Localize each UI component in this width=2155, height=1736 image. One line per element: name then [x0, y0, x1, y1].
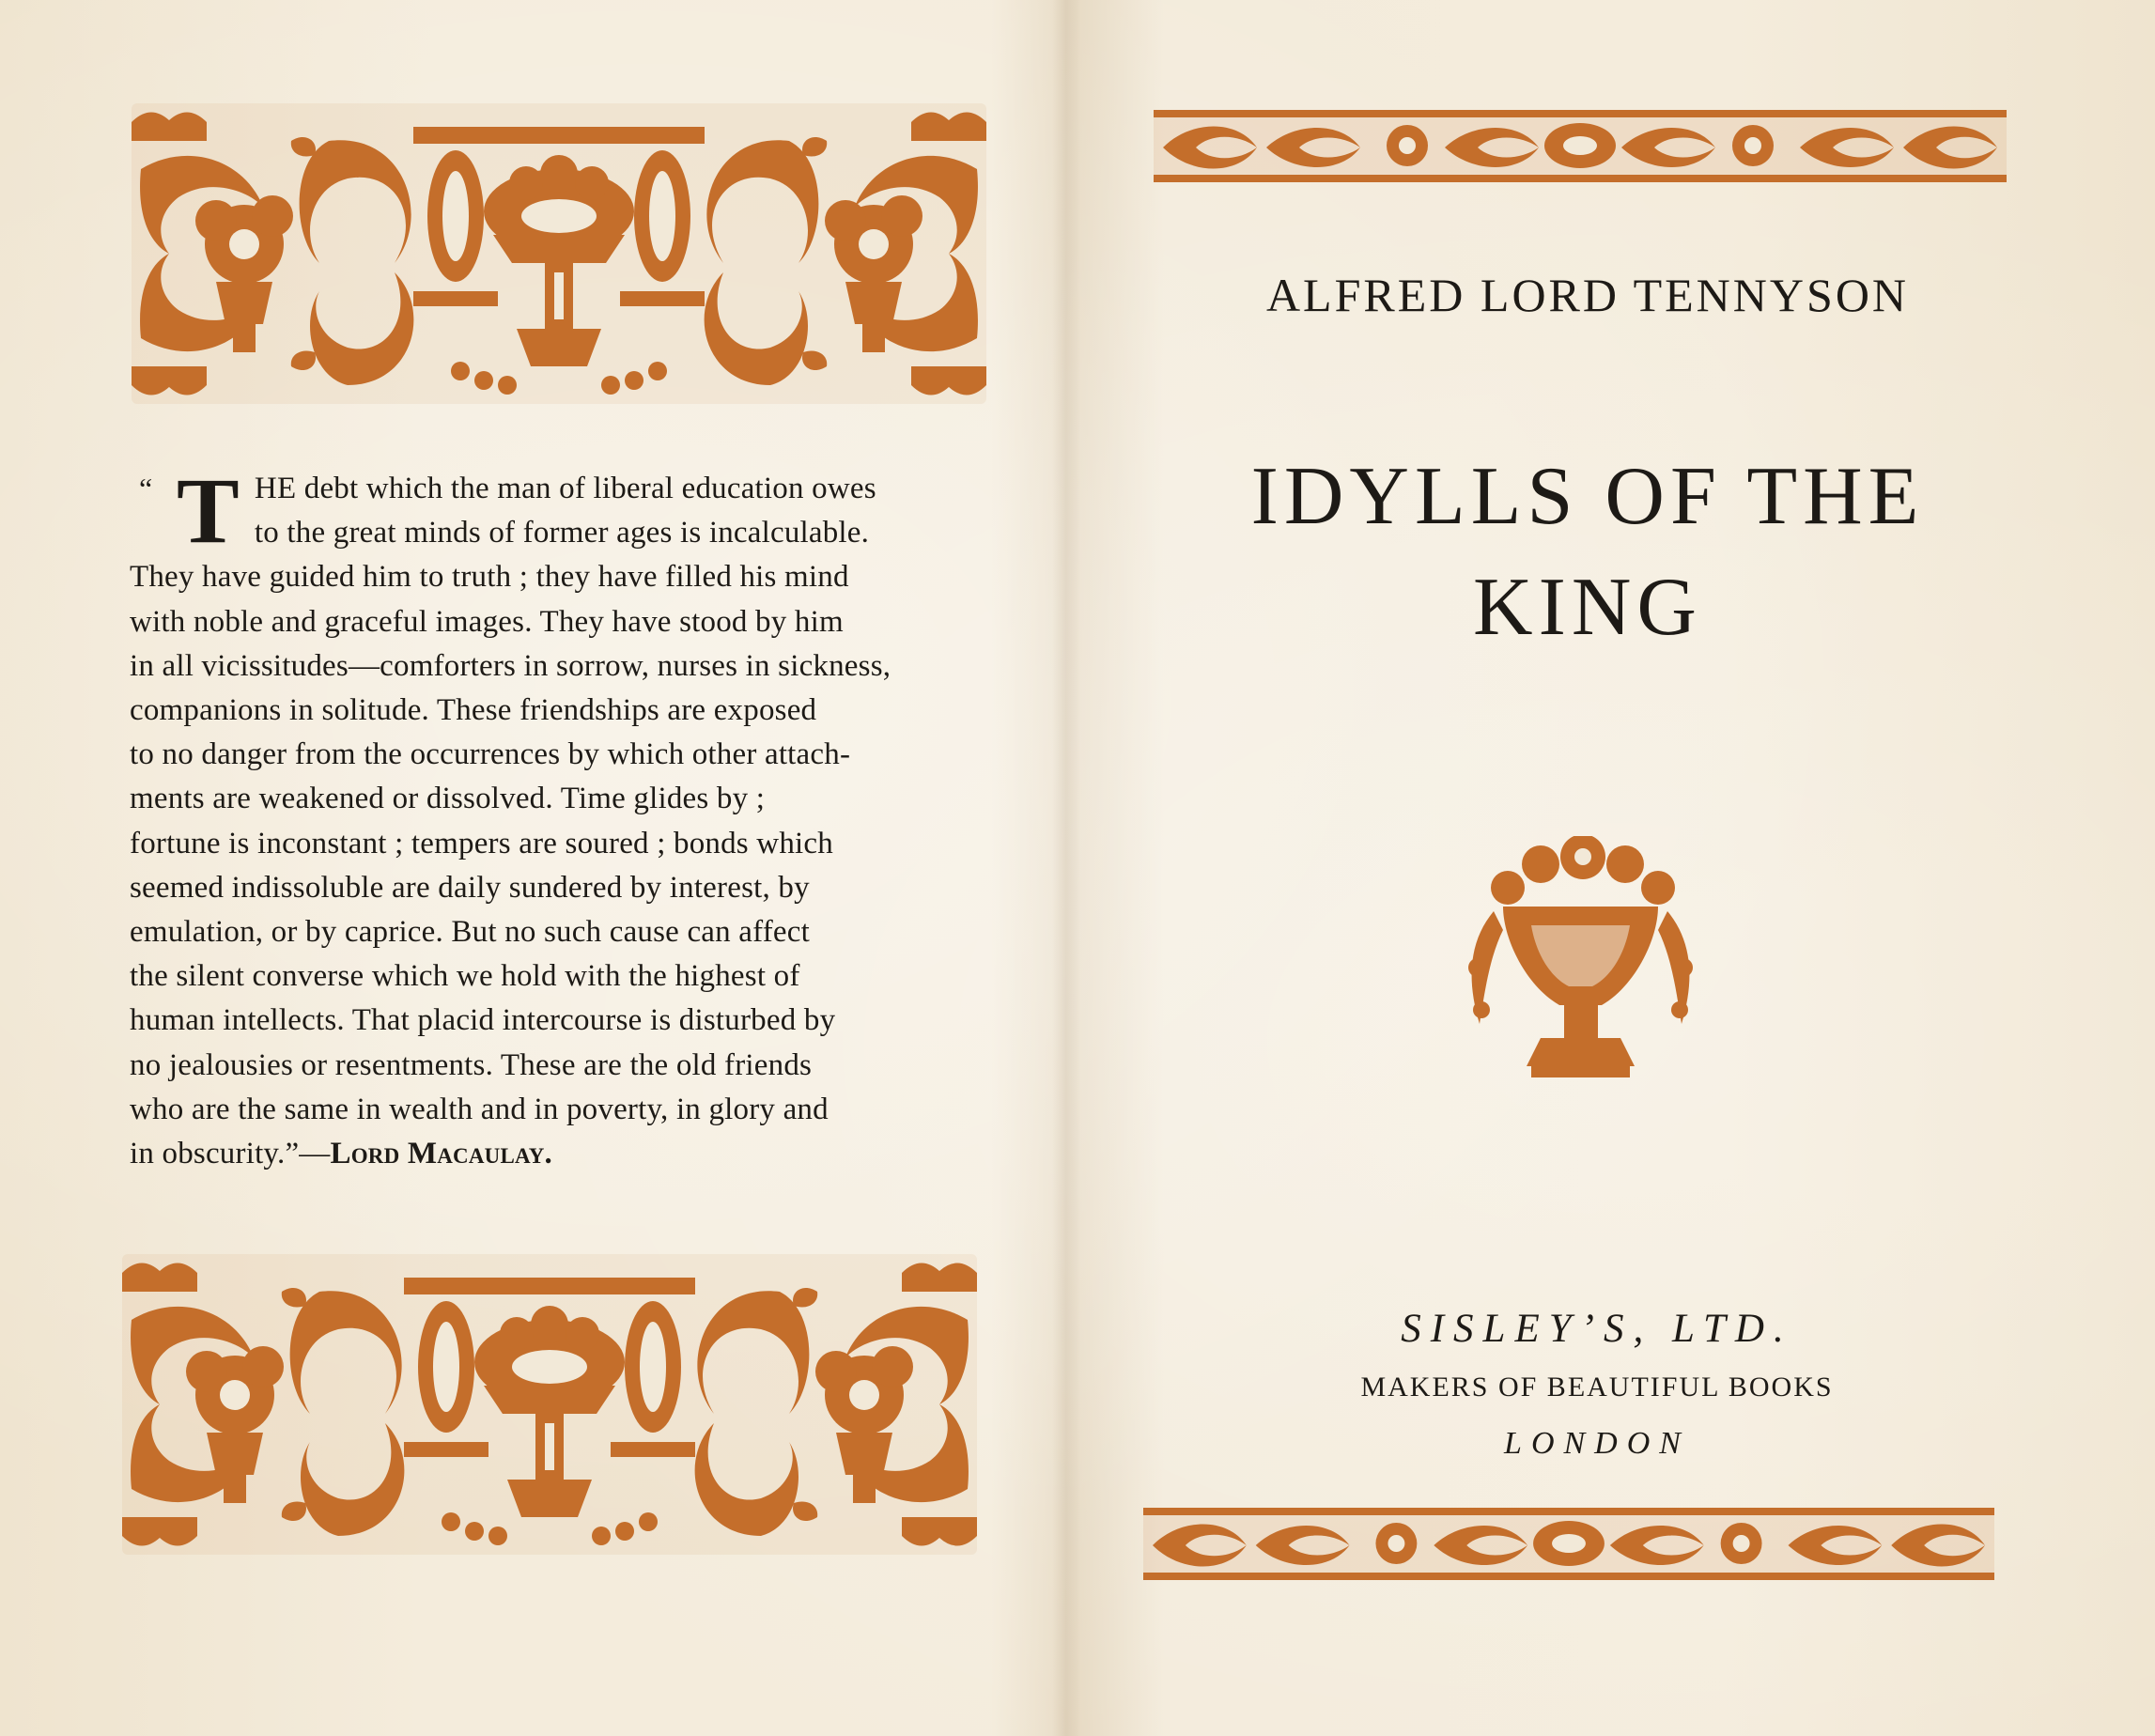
quote-line: the silent converse which we hold with the highest of	[130, 959, 800, 994]
left-page	[0, 0, 1062, 1736]
quote-line: HE debt which the man of liberal education owes	[254, 472, 876, 505]
author-name: ALFRED LORD TENNYSON	[1265, 269, 1910, 321]
book-title	[1165, 442, 2010, 663]
quote-line: ments are weakened or dissolved. Time glides by ;	[130, 782, 766, 816]
scroll-band-top-icon	[1154, 110, 2007, 182]
macaulay-quote	[130, 458, 984, 1176]
quote-line: fortune is inconstant ; tempers are soured ; bonds which	[130, 826, 833, 860]
quote-line: seemed indissoluble are daily sundered by interest, by	[130, 870, 810, 905]
quote-line: companions in solitude. These friendships are exposed	[130, 693, 817, 728]
urn-of-flowers-icon	[1451, 836, 1710, 1094]
quote-line: They have guided him to truth ; they have filled his mind	[130, 560, 849, 595]
quote-line: emulation, or by caprice. But no such cause can affect	[130, 915, 810, 950]
quote-line: to no danger from the occurrences by which other attach-	[130, 737, 851, 772]
quote-line: to the great minds of former ages is incalculable.	[254, 516, 870, 550]
quote-last-text: in obscurity.”—	[130, 1137, 331, 1171]
quote-line: in all vicissitudes—comforters in sorrow, nurses in sickness,	[130, 648, 891, 683]
quote-attribution: Lord Macaulay.	[330, 1137, 552, 1171]
floral-headpiece-icon	[132, 103, 986, 404]
quote-last-line	[130, 1132, 984, 1176]
floral-tailpiece-icon	[122, 1254, 977, 1555]
publisher-tagline: MAKERS OF BEAUTIFUL BOOKS	[1360, 1372, 1834, 1403]
quote-line: with noble and graceful images. They have stood by him	[130, 604, 844, 639]
quote-line: no jealousies or resentments. These are the old friends	[130, 1047, 813, 1082]
publisher-city: LONDON	[1504, 1426, 1690, 1461]
title-line-1: IDYLLS OF THE	[1250, 451, 1925, 542]
open-quote-mark: “	[139, 472, 153, 505]
title-line-2: KING	[1473, 562, 1702, 653]
quote-line: who are the same in wealth and in poverty, in glory and	[130, 1092, 829, 1126]
publisher-name: SISLEY’S, LTD.	[1401, 1307, 1793, 1351]
drop-cap: T	[177, 458, 240, 563]
scroll-band-bottom-icon	[1143, 1508, 1994, 1580]
quote-line: human intellects. That placid intercourse is disturbed by	[130, 1003, 836, 1038]
